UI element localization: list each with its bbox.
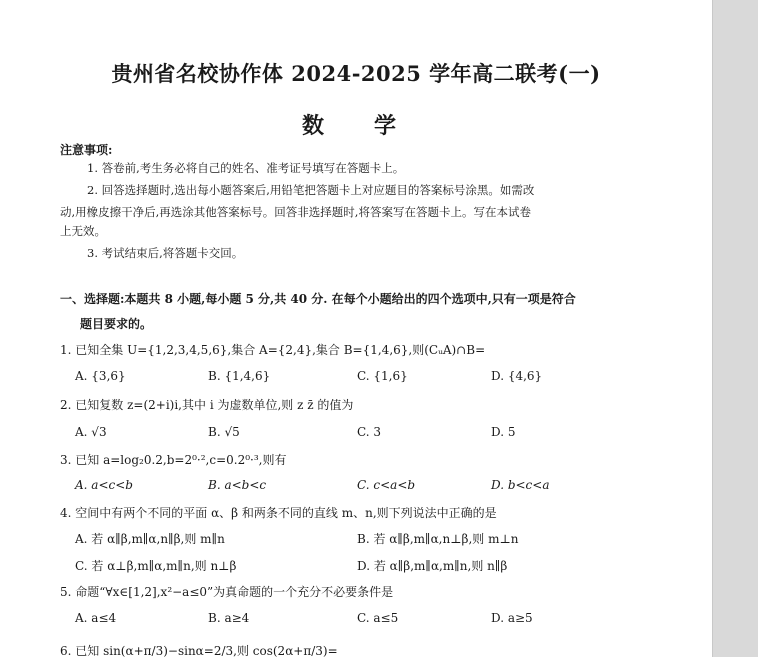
q5-option-b: B. a≥4 xyxy=(208,611,250,625)
q4-option-c: C. 若 α⊥β,m∥α,m∥n,则 n⊥β xyxy=(75,559,237,573)
exam-title: 贵州省名校协作体 2024-2025 学年高二联考(一) xyxy=(111,61,601,86)
q4-option-a: A. 若 α∥β,m∥α,n∥β,则 m∥n xyxy=(75,532,225,546)
viewer-sidebar xyxy=(713,0,758,657)
q5-option-d: D. a≥5 xyxy=(491,611,533,625)
notes-heading: 注意事项: xyxy=(60,143,113,157)
question-4: 4. 空间中有两个不同的平面 α、β 和两条不同的直线 m、n,则下列说法中正确的是 xyxy=(60,506,497,520)
q4-option-b: B. 若 α∥β,m∥α,n⊥β,则 m⊥n xyxy=(357,532,519,546)
q2-option-c: C. 3 xyxy=(357,425,382,439)
q5-option-a: A. a≤4 xyxy=(75,611,117,625)
question-1: 1. 已知全集 U={1,2,3,4,5,6},集合 A={2,4},集合 B={1,4,6},则(CᵤA)∩B= xyxy=(60,343,486,357)
note-3: 3. 考试结束后,将答题卡交回。 xyxy=(87,246,244,260)
q2-option-a: A. √3 xyxy=(75,425,107,439)
section-line-2: 题目要求的。 xyxy=(80,317,153,331)
q2-option-d: D. 5 xyxy=(491,425,516,439)
q1-option-c: C. {1,6} xyxy=(357,369,408,383)
subject-title: 数 学 xyxy=(301,113,410,139)
note-1: 1. 答卷前,考生务必将自己的姓名、准考证号填写在答题卡上。 xyxy=(87,161,405,175)
section-line-1: 一、选择题:本题共 8 小题,每小题 5 分,共 40 分. 在每个小题给出的四个选项中,只有一项是符合 xyxy=(60,292,576,306)
q1-option-d: D. {4,6} xyxy=(491,369,543,383)
q5-option-c: C. a≤5 xyxy=(357,611,399,625)
q4-option-d: D. 若 α∥β,m∥α,m∥n,则 n∥β xyxy=(357,559,508,573)
q3-option-a: A. a<c<b xyxy=(75,478,133,492)
q1-option-a: A. {3,6} xyxy=(75,369,126,383)
q3-option-c: C. c<a<b xyxy=(357,478,416,492)
question-3: 3. 已知 a=log₂0.2,b=2⁰·²,c=0.2⁰·³,则有 xyxy=(60,453,287,467)
question-6: 6. 已知 sin(α+π/3)−sinα=2/3,则 cos(2α+π/3)= xyxy=(60,644,338,657)
note-2-end: 上无效。 xyxy=(60,224,106,238)
q1-option-b: B. {1,4,6} xyxy=(208,369,271,383)
question-5: 5. 命题“∀x∈[1,2],x²−a≤0”为真命题的一个充分不必要条件是 xyxy=(60,585,394,599)
question-2: 2. 已知复数 z=(2+i)i,其中 i 为虚数单位,则 z z̄ 的值为 xyxy=(60,398,354,412)
q3-option-b: B. a<b<c xyxy=(208,478,267,492)
q3-option-d: D. b<c<a xyxy=(491,478,550,492)
section-heading xyxy=(60,287,660,337)
q2-option-b: B. √5 xyxy=(208,425,240,439)
note-2-cont: 动,用橡皮擦干净后,再选涂其他答案标号。回答非选择题时,将答案写在答题卡上。写在本试卷 xyxy=(60,205,531,219)
note-2: 2. 回答选择题时,选出每小题答案后,用铅笔把答题卡上对应题目的答案标号涂黑。如需改 xyxy=(87,183,535,197)
